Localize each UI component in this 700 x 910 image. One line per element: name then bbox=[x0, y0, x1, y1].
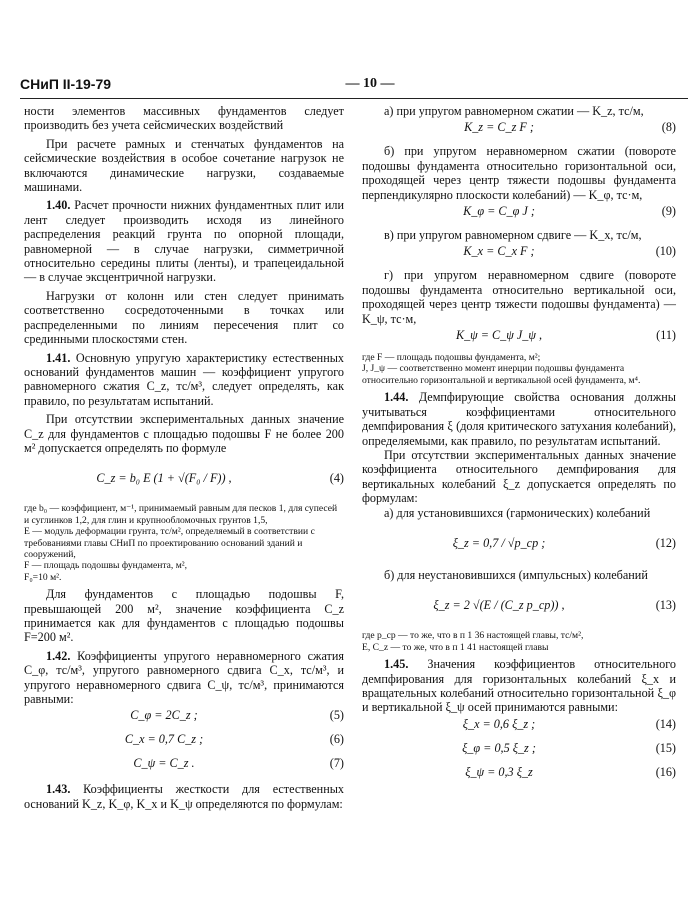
footnote: E — модуль деформации грунта, тс/м², определяемый в соответствии с требованиями главы СНиП по проектированию оснований зданий и сооружений, bbox=[24, 526, 315, 560]
paragraph: Нагрузки от колонн или стен следует принимать соответственно сосредоточенными в точках или распределенными по линиям пересечения плит со срединными плоскостями стен. bbox=[24, 288, 344, 347]
formula: ξ_φ = 0,5 ξ_z ; bbox=[462, 740, 536, 755]
paragraph: При отсутствии экспериментальных данных значение коэффициента относительного демпфирования для вертикальных колебаний ξ_z допускается определять по формулам: bbox=[362, 447, 676, 506]
section-1-43 bbox=[24, 782, 344, 811]
paragraph: Для фундаментов с площадью подошвы F, превышающей 200 м², значение коэффициента C_z принимается как для фундаментов с площадью подошвы F=200 м². bbox=[24, 587, 344, 645]
equation-8 bbox=[362, 120, 676, 142]
page-number: — 10 — bbox=[345, 76, 395, 91]
paragraph: б) при упругом неравномерном сжатии (повороте подошвы фундамента относительно горизонтальной оси, проходящей через центр тяжести подошвы фундамента перпендикулярно плоскости колебаний) — K_φ, тс·м, bbox=[362, 144, 676, 202]
equation-number: (7) bbox=[329, 756, 344, 771]
equation-10 bbox=[362, 244, 676, 266]
equation-number: (12) bbox=[655, 535, 676, 550]
paragraph: а) при упругом равномерном сжатии — K_z, тс/м, bbox=[384, 104, 644, 118]
left-column bbox=[24, 104, 344, 811]
equation-4 bbox=[24, 457, 344, 501]
equation-number: (10) bbox=[655, 244, 676, 259]
equation-7 bbox=[24, 756, 344, 778]
footnote-block bbox=[362, 352, 676, 386]
formula: K_ψ = C_ψ J_ψ , bbox=[455, 328, 543, 343]
equation-number: (4) bbox=[329, 471, 344, 486]
footnote-block bbox=[24, 503, 344, 583]
paragraph: б) для неустановившихся (импульсных) колебаний bbox=[384, 567, 648, 582]
equation-16 bbox=[362, 765, 676, 787]
formula: ξ_z = 0,7 / √p_ср ; bbox=[452, 535, 546, 550]
section-number: 1.43. bbox=[46, 782, 71, 797]
paragraph: в) при упругом равномерном сдвиге — K_x, тс/м, bbox=[384, 228, 642, 243]
section-text: Основную упругую характеристику естественных оснований фундаментов машин — коэффициент упругого равномерного сжатия C_z, тс/м³, следует определять, как правило, по результатам испытаний. bbox=[24, 350, 344, 408]
formula: K_z = C_z F ; bbox=[464, 120, 534, 135]
equation-13 bbox=[362, 584, 676, 628]
header-rule bbox=[20, 98, 688, 99]
document-code: СНиП II-19-79 bbox=[20, 76, 112, 92]
formula: K_x = C_x F ; bbox=[463, 244, 535, 259]
footnote: J, J_ψ — соответственно момент инерции подошвы фундамента относительно горизонтальной и вертикальной осей фундамента, м⁴. bbox=[362, 363, 641, 386]
section-number: 1.45. bbox=[384, 657, 409, 672]
footnote: F₀=10 м². bbox=[24, 571, 62, 583]
equation-number: (6) bbox=[329, 732, 344, 747]
section-number: 1.44. bbox=[384, 390, 409, 405]
right-column bbox=[362, 104, 676, 789]
equation-5 bbox=[24, 708, 344, 730]
paragraph: г) при упругом неравномерном сдвиге (повороте подошвы фундамента относительно вертикальной оси, проходящей через центр тяжести подошвы фундамента) — K_ψ, тс·м, bbox=[362, 268, 676, 326]
section-number: 1.42. bbox=[46, 648, 71, 663]
section-1-42 bbox=[24, 649, 344, 707]
paragraph: При расчете рамных и стенчатых фундаментов на сейсмические воздействия в особое сочетание нагрузок не включаются динамические нагрузки, создаваемые машинами. bbox=[24, 136, 344, 195]
equation-number: (14) bbox=[655, 716, 676, 731]
formula: ξ_z = 2 √(E / (C_z p_ср)) , bbox=[433, 598, 565, 613]
paragraph: При отсутствии экспериментальных данных значение C_z для фундаментов с площадью подошвы F не более 200 м² допускается определять по формуле bbox=[24, 412, 344, 455]
equation-number: (13) bbox=[655, 598, 676, 613]
equation-6 bbox=[24, 732, 344, 754]
paragraph: а) для установившихся (гармонических) колебаний bbox=[384, 505, 651, 520]
section-1-41 bbox=[24, 351, 344, 409]
section-1-44 bbox=[362, 390, 676, 448]
section-1-45 bbox=[362, 657, 676, 715]
equation-12 bbox=[362, 522, 676, 566]
formula: K_φ = C_φ J ; bbox=[463, 204, 535, 219]
section-number: 1.40. bbox=[46, 198, 71, 213]
footnote: F — площадь подошвы фундамента, м², bbox=[24, 560, 188, 572]
formula: C_x = 0,7 C_z ; bbox=[124, 732, 204, 747]
equation-15 bbox=[362, 741, 676, 763]
footnote: где b₀ — коэффициент, м⁻¹, принимаемый равным для песков 1, для супесей и суглинков 1,2, для глин и крупнообломочных грунтов 1,5, bbox=[24, 503, 338, 526]
footnote: где p_ср — то же, что в п 1 36 настоящей главы, тс/м², bbox=[362, 630, 584, 642]
equation-number: (5) bbox=[329, 708, 344, 723]
footnote-block bbox=[362, 630, 676, 653]
equation-number: (11) bbox=[656, 328, 676, 343]
formula: ξ_ψ = 0,3 ξ_z bbox=[465, 764, 533, 779]
section-text: Коэффициенты жесткости для естественных оснований K_z, K_φ, K_x и K_ψ определяются по формулам: bbox=[24, 782, 345, 811]
formula: C_ψ = C_z . bbox=[133, 756, 195, 771]
equation-number: (16) bbox=[655, 764, 676, 779]
equation-number: (15) bbox=[655, 740, 676, 755]
equation-11 bbox=[362, 328, 676, 350]
section-text: Демпфирующие свойства основания должны учитываться коэффициентами относительного демпфирования ξ (доля критического затухания колебаний), определяемыми, как правило, по результатам испытаний. bbox=[362, 390, 676, 448]
formula: C_z = b₀ E (1 + √(F₀ / F)) , bbox=[96, 471, 232, 486]
page-header bbox=[20, 76, 688, 98]
equation-number: (9) bbox=[661, 204, 676, 219]
section-text: Расчет прочности нижних фундаментных плит или лент следует производить исходя из линейного распределения реакций грунта по опорной площади, равномерной — в случае нагрузки, симметричной относительно середины плиты (ленты), и трапецеидальной — в случае эксцентричной нагрузки. bbox=[24, 198, 344, 285]
section-text: Коэффициенты упругого неравномерного сжатия C_φ, тс/м³, упругого равномерного сдвига C_x, тс/м³, и упругого неравномерного сдвига C_ψ, тс/м³, принимаются равными: bbox=[24, 648, 345, 707]
footnote: E, C_z — то же, что в п 1 41 настоящей главы bbox=[362, 641, 549, 653]
section-text: Значения коэффициентов относительного демпфирования для горизонтальных колебаний ξ_x и вращательных колебаний относительно горизонтальной ξ_φ и вертикальной ξ_ψ осей принимаются равными: bbox=[362, 657, 676, 715]
formula: C_φ = 2C_z ; bbox=[130, 708, 198, 723]
footnote: где F — площадь подошвы фундамента, м²; bbox=[362, 352, 541, 364]
equation-9 bbox=[362, 204, 676, 226]
equation-14 bbox=[362, 717, 676, 739]
equation-number: (8) bbox=[661, 120, 676, 135]
formula: ξ_x = 0,6 ξ_z ; bbox=[462, 716, 536, 731]
section-1-40 bbox=[24, 198, 344, 284]
paragraph: ности элементов массивных фундаментов следует производить без учета сейсмических воздействий bbox=[24, 104, 344, 133]
section-number: 1.41. bbox=[46, 350, 71, 365]
